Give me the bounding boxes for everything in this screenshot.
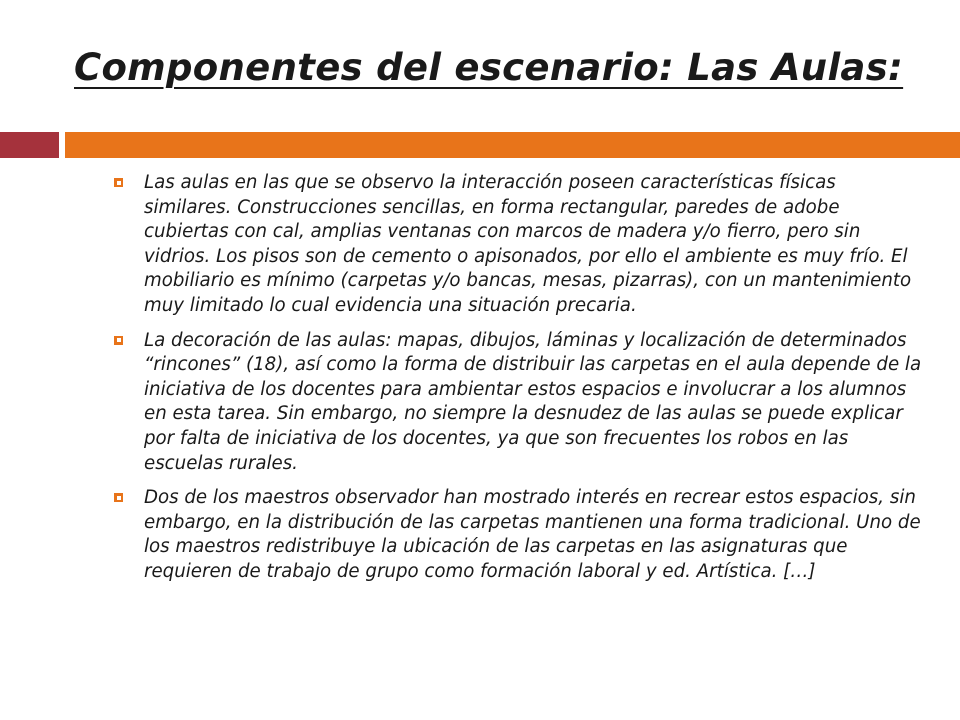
slide-title: Componentes del escenario: Las Aulas:: [74, 46, 904, 89]
bullet-text: La decoración de las aulas: mapas, dibujos, láminas y localización de determinados “rincones” (18), así como la forma de distribuir las carpetas en el aula depende de la iniciativa de los docentes para ambientar estos espacios e involucrar a los alumnos en esta tarea. Sin embargo, no siempre la desnudez de las aulas se puede explicar por falta de iniciativa de los docentes, ya que son frecuentes los robos en las escuelas rurales.: [144, 329, 922, 474]
bullet-list: [110, 171, 926, 595]
bullet-text: Las aulas en las que se observo la interacción poseen características físicas similares. Construcciones sencillas, en forma rectangular, paredes de adobe cubiertas con cal, amplias ventanas con marcos de madera y/o fierro, pero sin vidrios. Los pisos son de cemento o apisonados, por ello el ambiente es muy frío. El mobiliario es mínimo (carpetas y/o bancas, mesas, pizarras), con un mantenimiento muy limitado lo cual evidencia una situación precaria.: [144, 172, 912, 316]
accent-bar-left: [0, 132, 59, 158]
square-bullet-icon: [114, 493, 123, 502]
accent-bar-right: [65, 132, 960, 158]
bullet-item: [110, 171, 926, 319]
bullet-item: [110, 486, 926, 584]
square-bullet-icon: [114, 336, 123, 345]
square-bullet-icon: [114, 178, 123, 187]
bullet-text: Dos de los maestros observador han mostrado interés en recrear estos espacios, sin embargo, en la distribución de las carpetas mantienen una forma tradicional. Uno de los maestros redistribuye la ubicación de las carpetas en las asignaturas que requieren de trabajo de grupo como formación laboral y ed. Artística. […]: [144, 487, 921, 582]
bullet-item: [110, 329, 926, 477]
